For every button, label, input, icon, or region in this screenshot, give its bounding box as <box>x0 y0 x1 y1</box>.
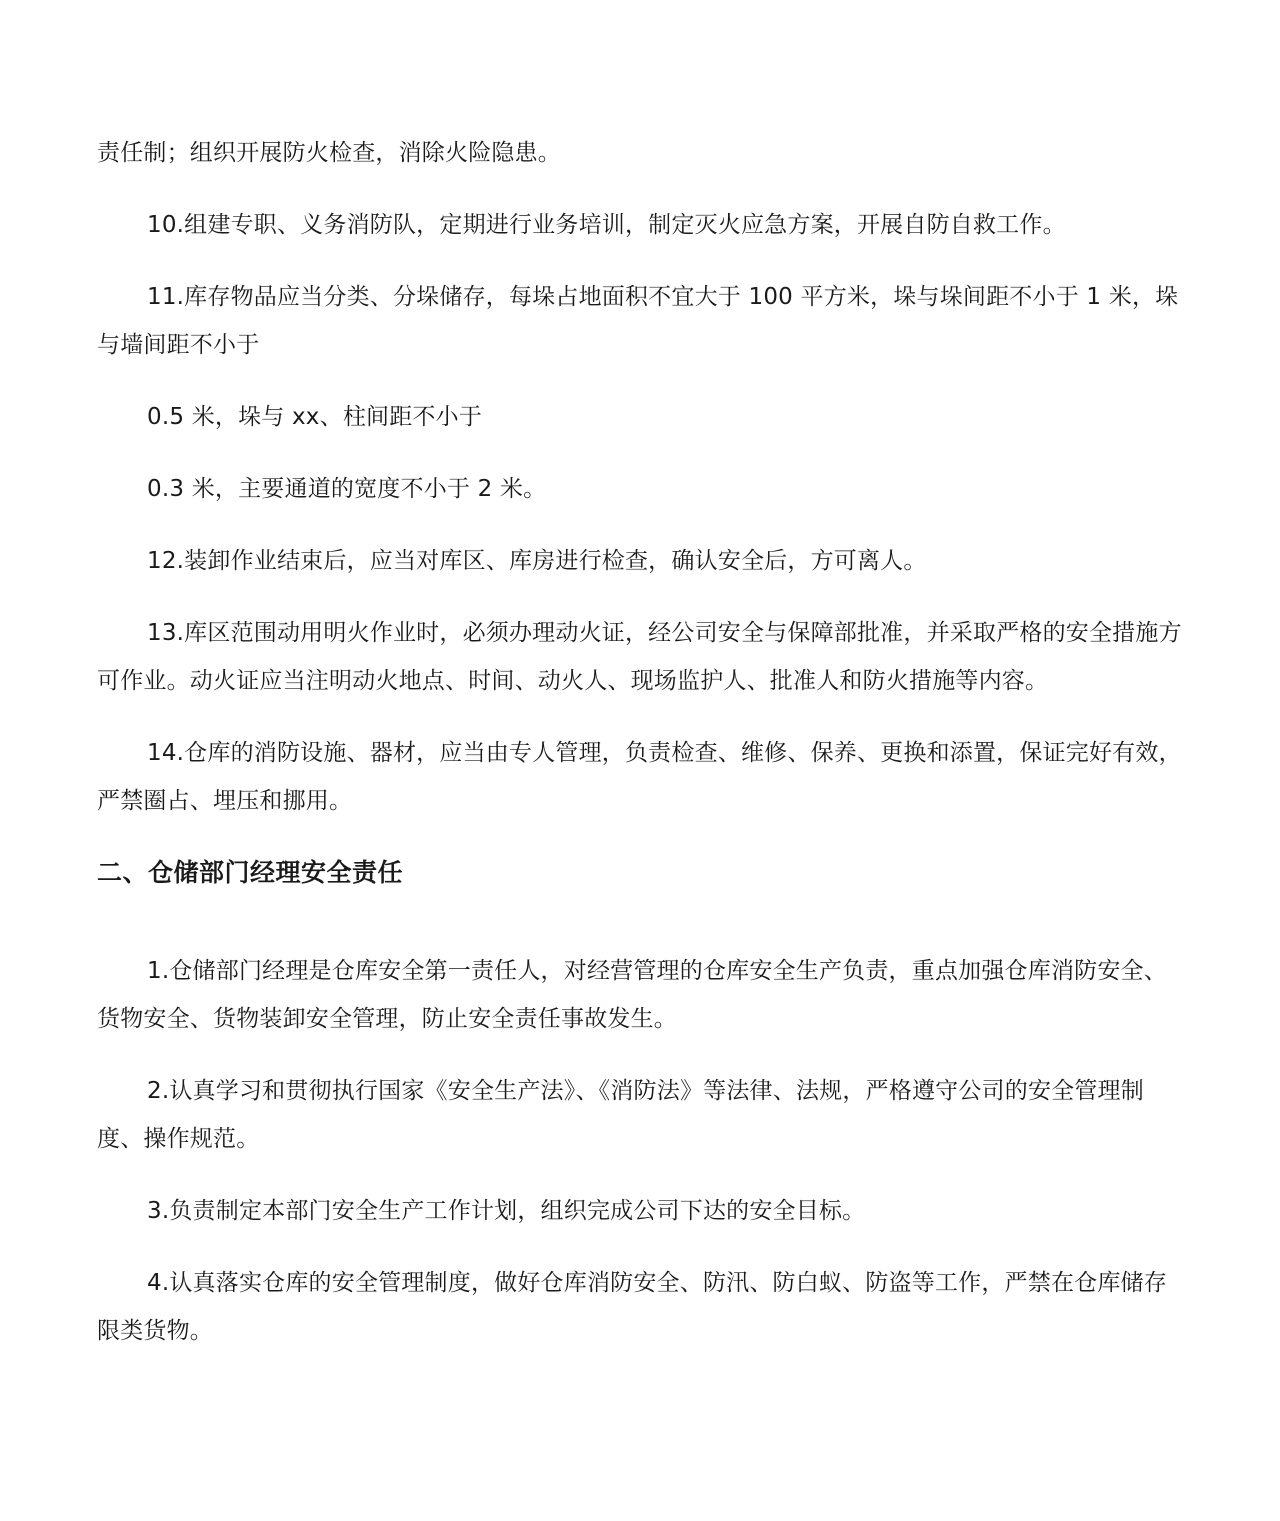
paragraph-item-14: 14.仓库的消防设施、器材，应当由专人管理，负责检查、维修、保养、更换和添置，保证完好有效，严禁圈占、埋压和挪用。 <box>97 740 1182 814</box>
section2-item-3: 3.负责制定本部门安全生产工作计划，组织完成公司下达的安全目标。 <box>147 1198 866 1224</box>
paragraph-item-10: 10.组建专职、义务消防队，定期进行业务培训，制定灭火应急方案，开展自防自救工作。 <box>147 212 1066 238</box>
paragraph-item-12: 12.装卸作业结束后，应当对库区、库房进行检查，确认安全后，方可离人。 <box>147 548 927 574</box>
paragraph-item-11-part-3: 0.3 米，主要通道的宽度不小于 2 米。 <box>147 476 547 502</box>
paragraph-item-11: 11.库存物品应当分类、分垛储存，每垛占地面积不宜大于 100 平方米，垛与垛间距不小于 1 米，垛与墙间距不小于 <box>97 284 1179 358</box>
paragraph-item-11-part-2: 0.5 米，垛与 xx、柱间距不小于 <box>147 404 483 430</box>
paragraph-item-13: 13.库区范围动用明火作业时，必须办理动火证，经公司安全与保障部批准，并采取严格的安全措施方可作业。动火证应当注明动火地点、时间、动火人、现场监护人、批准人和防火措施等内容。 <box>97 620 1182 694</box>
paragraph-continuation: 责任制；组织开展防火检查，消除火险隐患。 <box>97 140 561 166</box>
section-heading: 二、仓储部门经理安全责任 <box>97 858 404 887</box>
section2-item-4: 4.认真落实仓库的安全管理制度，做好仓库消防安全、防汛、防白蚁、防盗等工作，严禁在仓库储存限类货物。 <box>97 1270 1167 1344</box>
document-page <box>97 129 1187 1379</box>
section2-item-1: 1.仓储部门经理是仓库安全第一责任人，对经营管理的仓库安全生产负责，重点加强仓库消防安全、货物安全、货物装卸安全管理，防止安全责任事故发生。 <box>97 958 1167 1032</box>
section2-item-2: 2.认真学习和贯彻执行国家《安全生产法》、《消防法》等法律、法规，严格遵守公司的安全管理制度、操作规范。 <box>97 1078 1144 1152</box>
